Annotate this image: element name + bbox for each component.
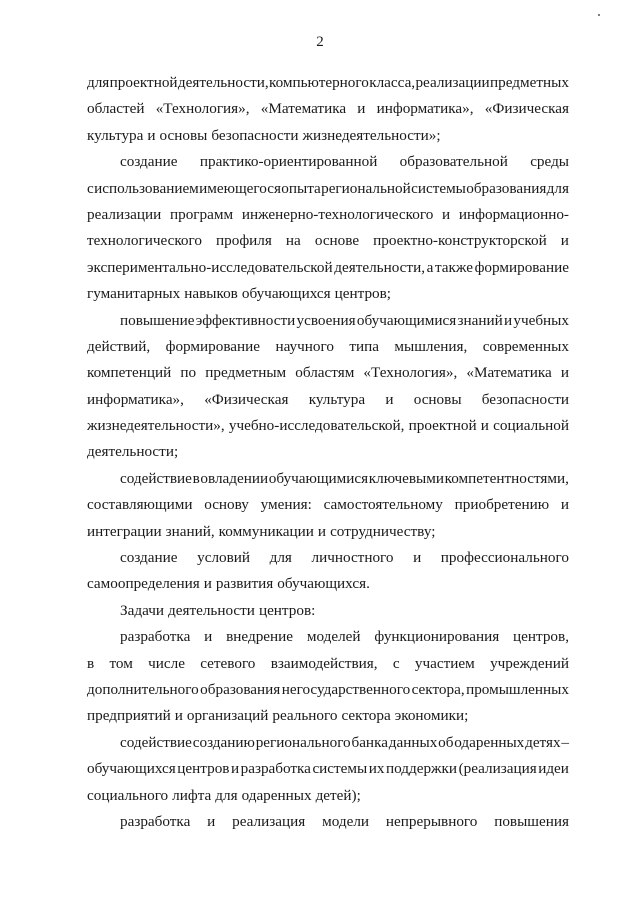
page-number: 2 — [316, 34, 324, 50]
word: созданию — [192, 733, 255, 751]
word: знаний — [457, 311, 503, 329]
word: с — [87, 179, 94, 197]
text-line — [87, 519, 569, 545]
word: «Технология», — [155, 100, 250, 118]
word: обучающихся — [241, 285, 331, 303]
word: среды — [530, 153, 569, 171]
word: числе — [148, 654, 185, 672]
word: компьютерного — [268, 74, 369, 91]
word: предметным — [205, 364, 287, 382]
word: содействие — [120, 733, 192, 751]
word: и — [207, 812, 216, 830]
word: также — [434, 258, 473, 276]
word: банка — [351, 733, 388, 751]
word: практико-ориентированной — [199, 153, 378, 171]
word: создание — [120, 549, 178, 567]
word: областей — [87, 100, 145, 118]
word: и — [147, 126, 156, 144]
word: программ — [169, 205, 234, 223]
word: лифта — [172, 786, 212, 804]
word: и — [203, 575, 212, 593]
word: инженерно-технологического — [241, 205, 434, 223]
word: и — [503, 311, 513, 329]
word: самостоятельному — [323, 496, 443, 514]
text-line — [87, 651, 569, 677]
word: и — [560, 496, 569, 514]
word: информационно- — [458, 205, 569, 223]
word: и — [174, 707, 183, 725]
word: эффективности — [195, 311, 296, 329]
word: составляющими — [87, 496, 193, 514]
word: содействие — [120, 469, 192, 487]
word: проектной — [408, 417, 477, 435]
word: непрерывного — [385, 812, 478, 830]
word: информатика», — [376, 100, 474, 118]
word: обучающихся — [87, 760, 176, 778]
word: проектной — [109, 74, 178, 91]
word: и — [413, 549, 422, 567]
word: регионального — [255, 733, 351, 751]
word: и — [357, 100, 366, 118]
word: деятельности, — [177, 74, 269, 91]
word: создание — [120, 153, 178, 171]
word: «Технология», — [363, 364, 458, 382]
word: использованием — [94, 179, 199, 197]
word: личностного — [311, 549, 394, 567]
word: обучающимися — [356, 311, 457, 329]
text-line — [87, 677, 569, 703]
word: их — [368, 760, 385, 778]
word: умения: — [260, 496, 312, 514]
word: профиля — [216, 232, 272, 250]
word: современных — [482, 337, 569, 355]
word: деятельности; — [87, 443, 179, 461]
word: жизнедеятельности»; — [302, 126, 441, 144]
word: овладении — [200, 469, 269, 487]
word: региональной — [321, 179, 411, 197]
word: учебных — [513, 311, 569, 329]
text-line — [87, 308, 569, 334]
word: «Физическая — [484, 100, 569, 118]
word: обучающихся. — [277, 575, 370, 593]
word: центров: — [258, 601, 316, 619]
text-line — [87, 703, 569, 729]
word: на — [285, 232, 301, 250]
word: безопасности — [481, 390, 569, 408]
scan-speck — [598, 14, 600, 16]
word: мышления, — [394, 337, 468, 355]
word: деятельности, — [334, 258, 425, 276]
word: сектора — [341, 707, 391, 725]
word: формирование — [165, 337, 261, 355]
word: повышения — [494, 812, 569, 830]
word: сотрудничеству; — [330, 522, 436, 540]
word: условий — [197, 549, 251, 567]
text-line — [87, 809, 569, 835]
text-line — [87, 70, 569, 96]
word: научного — [275, 337, 334, 355]
word: системы — [411, 179, 466, 197]
word: детей); — [315, 786, 361, 804]
word: основу — [204, 496, 249, 514]
word: с — [392, 654, 400, 672]
word: организаций — [186, 707, 269, 725]
text-line — [87, 730, 569, 756]
word: промышленных — [466, 680, 569, 698]
word: типа — [349, 337, 379, 355]
word: культура — [87, 126, 144, 144]
word: (реализация — [458, 760, 537, 778]
word: моделей — [306, 628, 361, 646]
word: для — [269, 549, 292, 567]
text-line — [87, 439, 569, 465]
word: для — [215, 786, 238, 804]
word: в — [192, 469, 200, 487]
word: развития — [215, 575, 274, 593]
word: разработка — [120, 628, 191, 646]
word: «Физическая — [204, 390, 289, 408]
word: предметных — [490, 74, 569, 91]
word: действий, — [87, 337, 151, 355]
word: учреждений — [490, 654, 569, 672]
word: разработка — [240, 760, 311, 778]
text-line — [87, 228, 569, 254]
word: учебно-исследовательской, — [228, 417, 405, 435]
word: участием — [414, 654, 475, 672]
word: дополнительного — [87, 680, 199, 698]
word: образования — [466, 179, 547, 197]
word: и — [442, 205, 451, 223]
word: по — [180, 364, 197, 382]
word: негосударственного — [281, 680, 411, 698]
word: функционирования — [374, 628, 500, 646]
word: формирование — [474, 258, 569, 276]
word: реального — [272, 707, 338, 725]
word: а — [426, 258, 434, 276]
word: в — [87, 654, 95, 672]
word: ключевыми — [368, 469, 444, 487]
word: – — [561, 733, 569, 751]
word: «Математика — [466, 364, 552, 382]
word: самоопределения — [87, 575, 200, 593]
text-line — [87, 624, 569, 650]
word: об — [438, 733, 454, 751]
word: безопасности — [211, 126, 299, 144]
word: сетевого — [200, 654, 256, 672]
word: Задачи — [120, 601, 164, 619]
word: и — [560, 232, 569, 250]
word: одаренных — [454, 733, 525, 751]
word: основы — [159, 126, 208, 144]
text-line — [87, 149, 569, 175]
text-line — [87, 202, 569, 228]
word: опыта — [281, 179, 321, 197]
word: экспериментально-исследовательской — [87, 258, 333, 276]
word: профессионального — [440, 549, 569, 567]
word: основы — [413, 390, 462, 408]
word: приобретению — [454, 496, 550, 514]
word: технологического — [87, 232, 202, 250]
word: коммуникации — [218, 522, 314, 540]
text-line — [87, 756, 569, 782]
word: гуманитарных — [87, 285, 181, 303]
text-line — [87, 123, 569, 149]
text-line — [87, 492, 569, 518]
word: культура — [308, 390, 366, 408]
word: интеграции — [87, 522, 162, 540]
word: для — [546, 179, 569, 197]
word: одаренных — [241, 786, 312, 804]
word: внедрение — [226, 628, 294, 646]
word: навыков — [184, 285, 238, 303]
text-line — [87, 387, 569, 413]
text-line — [87, 176, 569, 202]
word: и — [560, 364, 569, 382]
word: повышение — [120, 311, 195, 329]
word: «Математика — [260, 100, 347, 118]
word: обучающимися — [268, 469, 369, 487]
text-line — [87, 571, 569, 597]
text-line — [87, 255, 569, 281]
word: для — [87, 74, 110, 91]
word: областям — [295, 364, 355, 382]
word: разработка — [120, 812, 191, 830]
text-line — [87, 783, 569, 809]
word: реализации — [87, 205, 162, 223]
word: центров; — [334, 285, 392, 303]
text-line — [87, 413, 569, 439]
word: и — [480, 417, 489, 435]
word: жизнедеятельности», — [87, 417, 225, 435]
word: компетенций — [87, 364, 172, 382]
word: том — [109, 654, 133, 672]
word: и — [230, 760, 240, 778]
word: предприятий — [87, 707, 171, 725]
word: сектора, — [411, 680, 465, 698]
text-line — [87, 466, 569, 492]
word: данных — [388, 733, 438, 751]
text-line — [87, 360, 569, 386]
word: системы — [312, 760, 368, 778]
word: реализации — [415, 74, 490, 91]
text-line — [87, 545, 569, 571]
word: и — [385, 390, 394, 408]
word: образования — [200, 680, 281, 698]
word: усвоения — [296, 311, 356, 329]
word: образовательной — [399, 153, 508, 171]
word: экономики; — [394, 707, 469, 725]
word: идеи — [538, 760, 569, 778]
word: основе — [314, 232, 360, 250]
word: и — [204, 628, 213, 646]
word: поддержки — [385, 760, 458, 778]
word: взаимодействия, — [270, 654, 378, 672]
word: проектно-конструкторской — [373, 232, 547, 250]
text-line — [87, 96, 569, 122]
word: реализация — [232, 812, 306, 830]
text-line — [87, 281, 569, 307]
text-line — [87, 598, 569, 624]
word: центров, — [513, 628, 569, 646]
document-body — [87, 70, 569, 835]
word: модели — [322, 812, 370, 830]
word: информатика», — [87, 390, 184, 408]
word: и — [317, 522, 327, 540]
word: социального — [87, 786, 169, 804]
word: знаний, — [165, 522, 215, 540]
word: имеющегося — [199, 179, 281, 197]
word: класса, — [369, 74, 416, 91]
word: деятельности — [167, 601, 255, 619]
word: социальной — [493, 417, 569, 435]
text-line — [87, 334, 569, 360]
word: компетентностями, — [444, 469, 569, 487]
word: центров — [177, 760, 230, 778]
word: детях — [525, 733, 561, 751]
